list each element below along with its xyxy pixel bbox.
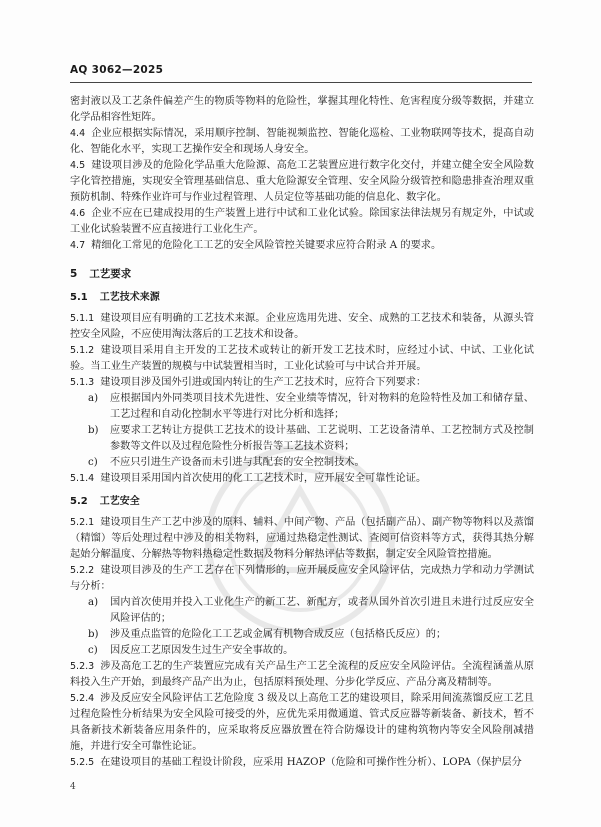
clause-4-6 [70, 206, 534, 238]
clause-text: 企业应根据实际情况，采用顺序控制、智能视频监控、智能化巡检、工业物联网等技术，提高自动化、智能化水平，实现工艺操作安全和现场人身安全。 [70, 128, 534, 155]
clause-5-2-4 [70, 691, 534, 755]
list-text: 不应只引进生产设备而未引进与其配套的安全控制技术。 [110, 457, 365, 468]
list-item [70, 595, 534, 627]
standard-code-header: AQ 3062—2025 [70, 64, 164, 76]
section-title: 工艺安全 [99, 496, 140, 507]
clause-4-4 [70, 126, 534, 158]
clause-number: 5.1.4 [70, 473, 95, 484]
clause-number: 5.2.5 [70, 757, 95, 768]
list-label: a) [88, 597, 99, 608]
clause-text: 建设项目涉及的生产工艺存在下列情形的，应开展反应安全风险评估，完成热力学和动力学测试与分析： [70, 565, 534, 592]
clause-5-2-1 [70, 515, 534, 563]
clause-number: 4.6 [70, 208, 86, 219]
clause-5-1-4 [70, 471, 534, 487]
page-number: 4 [70, 782, 76, 792]
clause-text: 建设项目采用国内首次使用的化工工艺技术时，应开展安全可靠性论证。 [100, 473, 427, 484]
section-title: 工艺技术来源 [99, 292, 160, 303]
list-item [70, 455, 534, 471]
list-item [70, 423, 534, 455]
section-5-heading [70, 266, 534, 282]
list-text: 国内首次使用并投入工业化生产的新工艺、新配方，或者从国外首次引进且未进行过反应安全风险评估的； [110, 597, 534, 624]
section-number: 5 [70, 268, 78, 280]
clause-number: 4.7 [70, 240, 86, 251]
section-number: 5.2 [70, 496, 88, 507]
section-5-1-heading [70, 290, 534, 306]
list-item [70, 643, 534, 659]
clause-4-5 [70, 158, 534, 206]
clause-5-2-5 [70, 755, 534, 771]
header-rule [70, 82, 532, 83]
clause-5-1-1 [70, 311, 534, 343]
clause-text: 企业不应在已建成投用的生产装置上进行中试和工业化试验。除国家法律法规另有规定外，中试或工业化试验装置不应直接进行工业化生产。 [70, 208, 534, 235]
clause-5-2-2 [70, 563, 534, 595]
clause-number: 5.2.3 [70, 661, 95, 672]
clause-text: 涉及反应安全风险评估工艺危险度 3 级及以上高危工艺的建设项目，除采用间流蒸馏反应工艺且过程危险性分析结果为安全风险可接受的外，应优先采用微通道、管式反应器等新装备、新技术，暂不具备新技术新装备应用条件的，应采取将反应器放置在符合防爆设计的建构筑物内等安全风险削减措施，并进行安全可靠性论证。 [70, 693, 534, 752]
clause-text: 建设项目应有明确的工艺技术来源。企业应选用先进、安全、成熟的工艺技术和装备，从源头管控安全风险，不应使用淘汰落后的工艺技术和设备。 [70, 313, 534, 340]
list-label: c) [88, 645, 98, 656]
clause-number: 4.5 [70, 160, 86, 171]
list-text: 应要求工艺转让方提供工艺技术的设计基础、工艺说明、工艺设备清单、工艺控制方式及控制参数等文件以及过程危险性分析报告等工艺技术资料； [110, 425, 534, 452]
clause-number: 4.4 [70, 128, 86, 139]
document-body [70, 94, 534, 771]
list-label: b) [88, 629, 99, 640]
section-title: 工艺要求 [89, 268, 132, 280]
list-text: 涉及重点监管的危险化工工艺或金属有机物合成反应（包括格氏反应）的； [110, 629, 447, 640]
clause-text: 精细化工常见的危险化工工艺的安全风险管控关键要求应符合附录 A 的要求。 [91, 240, 442, 251]
clause-4-7 [70, 238, 534, 254]
section-5-2-heading [70, 494, 534, 510]
clause-text: 建设项目生产工艺中涉及的原料、辅料、中间产物、产品（包括副产品）、副产物等物料以及蒸馏（精馏）等后处理过程中涉及的相关物料，应通过热稳定性测试、查阅可信资料等方式，获得其热分解起始分解温度、分解热等物料热稳定性数据及物料分解热评估等数据，制定安全风险管控措施。 [70, 517, 534, 560]
clause-number: 5.1.3 [70, 377, 95, 388]
list-label: a) [88, 393, 99, 404]
clause-number: 5.1.2 [70, 345, 95, 356]
list-item [70, 391, 534, 423]
clause-number: 5.2.4 [70, 693, 95, 704]
list-label: b) [88, 425, 99, 436]
clause-5-1-2 [70, 343, 534, 375]
list-text: 因反应工艺原因发生过生产安全事故的。 [110, 645, 294, 656]
clause-text: 建设项目采用自主开发的工艺技术或转让的新开发工艺技术时，应经过小试、中试、工业化试验。当工业生产装置的规模与中试装置相当时，工业化试验可与中试合并开展。 [70, 345, 534, 372]
section-number: 5.1 [70, 292, 88, 303]
clause-number: 5.2.2 [70, 565, 95, 576]
list-item [70, 627, 534, 643]
list-label: c) [88, 457, 98, 468]
list-text: 应根据国内外同类项目技术先进性、安全业绩等情况，针对物料的危险特性及加工和储存量、工艺过程和自动化控制水平等进行对比分析和选择； [110, 393, 534, 420]
clause-text: 建设项目涉及国外引进或国内转让的生产工艺技术时，应符合下列要求： [100, 377, 427, 388]
clause-5-2-3 [70, 659, 534, 691]
clause-text: 涉及高危工艺的生产装置应完成有关产品生产工艺全流程的反应安全风险评估。全流程涵盖从原料投入生产开始，到最终产品产出为止，包括原料预处理、分步化学反应、产品分离及精制等。 [70, 661, 534, 688]
clause-number: 5.2.1 [70, 517, 95, 528]
intro-paragraph: 密封液以及工艺条件偏差产生的物质等物料的危险性，掌握其理化特性、危害程度分级等数据，并建立化学品相容性矩阵。 [70, 96, 534, 123]
clause-text: 建设项目涉及的危险化学品重大危险源、高危工艺装置应进行数字化交付，并建立健全安全风险数字化管控措施，实现安全管理基础信息、重大危险源安全管理、安全风险分级管控和隐患排查治理双重预防机制、特殊作业许可与作业过程管理、人员定位等基础功能的信息化、数字化。 [70, 160, 534, 203]
clause-number: 5.1.1 [70, 313, 95, 324]
clause-5-1-3 [70, 375, 534, 391]
clause-text: 在建设项目的基础工程设计阶段，应采用 HAZOP（危险和可操作性分析）、LOPA（保护层分 [100, 757, 522, 768]
